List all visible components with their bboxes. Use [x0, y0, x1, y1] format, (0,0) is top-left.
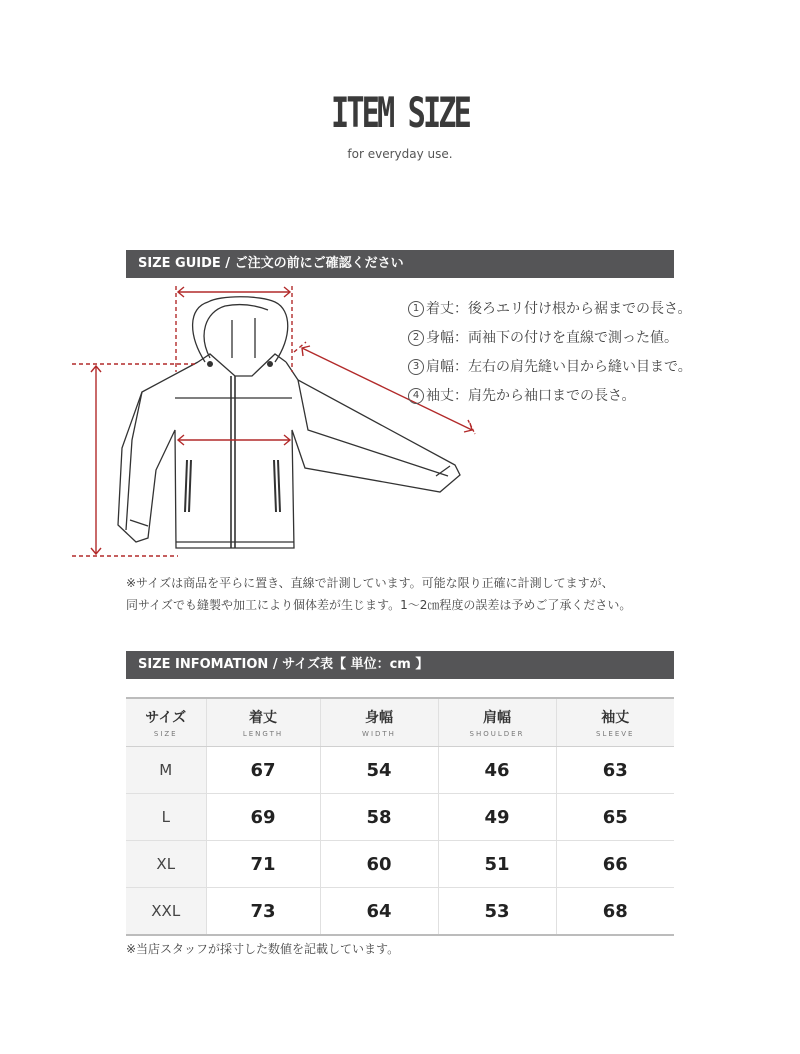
sleeve-value: 65 [556, 794, 674, 841]
note-text: 着丈：後ろエリ付け根から裾までの長さ。 [426, 300, 692, 317]
shoulder-value: 49 [438, 794, 556, 841]
page-subtitle: for everyday use. [347, 147, 453, 161]
shoulder-value: 53 [438, 888, 556, 936]
note-number: 4 [408, 388, 424, 404]
note-shoulder [408, 352, 692, 381]
size-label: XXL [126, 888, 206, 936]
header-shoulder: 肩幅 SHOULDER [438, 698, 556, 747]
header-width: 身幅 WIDTH [320, 698, 438, 747]
sleeve-value: 66 [556, 841, 674, 888]
note-number: 2 [408, 330, 424, 346]
measurement-notes [408, 294, 692, 410]
footnote: ※当店スタッフが採寸した数値を記載しています。 [126, 942, 400, 956]
note-sleeve [408, 381, 692, 410]
header-size: サイズ SIZE [126, 698, 206, 747]
size-table [126, 697, 674, 936]
size-label: M [126, 747, 206, 794]
size-info-bar: SIZE INFOMATION / サイズ表【 単位：cm 】 [126, 651, 674, 679]
note-text: 身幅：両袖下の付けを直線で測った値。 [426, 329, 678, 346]
table-row [126, 888, 674, 936]
note-length [408, 294, 692, 323]
sleeve-value: 63 [556, 747, 674, 794]
jacket-pocket-left [185, 460, 191, 512]
note-number: 1 [408, 301, 424, 317]
table-row [126, 794, 674, 841]
length-value: 71 [206, 841, 320, 888]
disclaimer-line: 同サイズでも縫製や加工により個体差が生じます。1〜2㎝程度の誤差は予めご了承ください。 [126, 598, 632, 612]
header-length: 着丈 LENGTH [206, 698, 320, 747]
table-row [126, 747, 674, 794]
size-label: L [126, 794, 206, 841]
shoulder-value: 51 [438, 841, 556, 888]
disclaimer-line: ※サイズは商品を平らに置き、直線で計測しています。可能な限り正確に計測してますが、 [126, 576, 614, 590]
size-table-header [126, 698, 674, 747]
jacket-zipper [231, 376, 235, 548]
width-value: 54 [320, 747, 438, 794]
table-row [126, 841, 674, 888]
width-value: 64 [320, 888, 438, 936]
length-value: 73 [206, 888, 320, 936]
width-value: 58 [320, 794, 438, 841]
note-text: 袖丈：肩先から袖口までの長さ。 [426, 387, 636, 404]
jacket-pocket-right [274, 460, 280, 512]
note-number: 3 [408, 359, 424, 375]
sleeve-value: 68 [556, 888, 674, 936]
page-title: ITEM SIZE [331, 88, 469, 137]
length-value: 67 [206, 747, 320, 794]
shoulder-value: 46 [438, 747, 556, 794]
note-width [408, 323, 692, 352]
header-sleeve: 袖丈 SLEEVE [556, 698, 674, 747]
measurement-disclaimer [126, 572, 686, 616]
width-value: 60 [320, 841, 438, 888]
size-label: XL [126, 841, 206, 888]
length-value: 69 [206, 794, 320, 841]
size-guide-bar: SIZE GUIDE / ご注文の前にご確認ください [126, 250, 674, 278]
note-text: 肩幅：左右の肩先縫い目から縫い目まで。 [426, 358, 692, 375]
